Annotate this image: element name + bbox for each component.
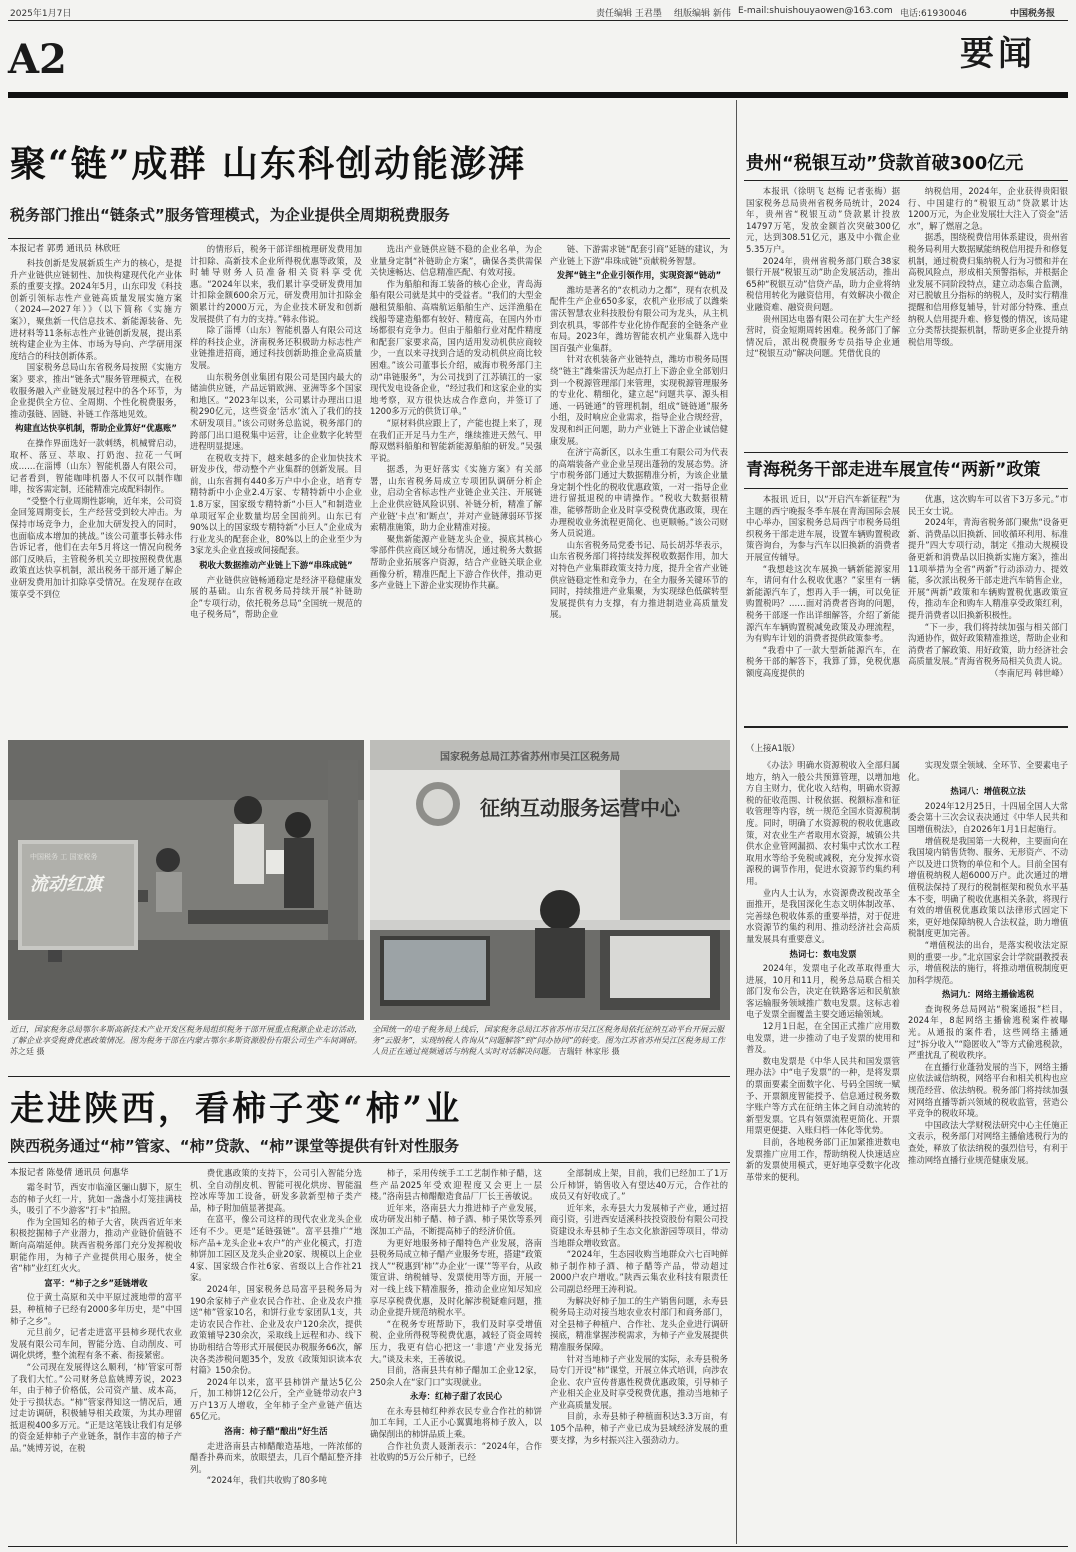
article2-column-3: 柿子，采用传统手工工艺制作柿子醋，这些产品2025年受欢迎程度又会更上一层楼。”洛南县古柿醋酿造食品厂厂长王善敏说。 近年来，洛南县大力推进柿子产业发展，成功研发出柿子醋、柿子酒、柿子果饮等系列深加工产品，不断提高柿子的经济价值。 为更好地服务柿子醋特色产业发展，洛南县税务局成立柿子醋产业服务专班，搭建“政策找人”“税惠到‘柿’”办企业‘一课’”等平台，从政策宣讲、纳税辅导、发票使用等方面，开展一对一线上线下精准服务，推动企业应知尽知应享尽享税费优惠，及时化解涉税疑难问题，推动企业提升规范纳税水平。 “在税务专班帮助下，我们及时享受增值税、企业所得税等税费优惠，减轻了资金周转压力，我更有信心把这一‘非遗’产业发扬光大。”谈及未来，王善敏说。 目前，洛南县共有柿子醋加工企业12家，250余人在“家门口”实现就业。 永寿：红柿子甜了农民心 在永寿县柿红种养农民专业合作社的柿饼加工车间，工人正小心翼翼地将柿子放入，以确保削出的柿饼品质上乘。 合作社负责人聂渐表示：“2024年，合作社收购的5万公斤柿子，已经 (370, 1168, 542, 1463)
service-center-sign: 征纳互动服务运营中心 (480, 796, 680, 820)
contact-phone: 电话:61930046 (900, 9, 967, 19)
article1-subtitle: 税务部门推出“链条式”服务管理模式，为企业提供全周期税费服务 (10, 206, 450, 224)
paper-name: 中国税务报 (1010, 9, 1056, 19)
article2-title: 走进陕西，看柿子变“柿”业 (10, 1089, 463, 1129)
service-center-photo-image (370, 740, 730, 1020)
article4-column-2: 优惠，这次购车可以省下3万多元。”市民王女士说。 2024年，青海省税务部门聚焦“设备更新、消费品以旧换新、回收循环利用、标准提升”四大专项行动，制定《推动大规模设备更新和消费品以旧换新实施方案》，推出11项举措为全省“两新”行动添动力、提效能，多次派出税务干部走进汽车销售企业，开展“两新”政策和车辆购置税优惠政策宣传，推动车企和购车人精准享受政策红利，提升消费者以旧换新积极性。 “下一步，我们将持续加强与相关部门沟通协作，做好政策精准推送，帮助企业和消费者了解政策、用好政策，助力经济社会高质量发展。”青海省税务局相关负责人说。 （李南尼玛 韩世峰） (908, 494, 1068, 678)
article1-byline: 本报记者 郭勇 通讯员 林欣旺 (10, 244, 121, 254)
photo-factory-visit (8, 740, 364, 1020)
article4-column-1: 本报讯 近日，以“开启汽车新征程”为主题的西宁晚报冬季车展在青海国际会展中心举办，国家税务总局西宁市税务局组织税务干部走进车展，设置车辆购置税政策咨询台，为参与汽车以旧换新的消费者开展宣传辅导。 “我想趁这次车展换一辆新能源家用车，请问有什么税收优惠？”家里有一辆新能源汽车了，想再入手一辆，可以免征购置税吗？……面对消费者咨询的问题，税务干部逐一作出详细解答，介绍了新能源汽车车辆购置税减免政策及办理流程，为有购车计划的消费者提供政策参考。 “我看中了一款大型新能源汽车，在税务干部的解答下，我算了算，免税优惠额度高度提供的 (746, 494, 900, 678)
article4-top-rule (744, 452, 1068, 453)
continued-from-label: （上接A1版） (746, 744, 800, 754)
photo-service-center (370, 740, 730, 1020)
article1-heading-2: 税收大数据推动产业链上下游“串珠成链” (199, 560, 353, 571)
footer-rule (8, 1546, 1068, 1547)
article1-rule (8, 238, 730, 239)
designer-credit: 组版编辑 新伟 (674, 9, 731, 19)
contact-email[interactable]: E-mail:shuishouyaowen@163.com (738, 6, 893, 16)
article1-column-1: 科技创新是发展新质生产力的核心，是提升产业链供应链韧性、加快构建现代化产业体系的重要支撑。2024年5月，山东印发《科技创新引领标志性产业链高质量发展实施方案（2024—2027年）》（以下简称《实施方案》），聚焦新一代信息技术、新能源装备、先进材料等11条标志性产业链创新发展，提出系统构建企业为主体、市场为导向、产学研用深度结合的科技创新体系。 国家税务总局山东省税务局按照《实施方案》要求，推出“链条式”服务管理模式，在税收服务融入产业链发展过程中的各个环节，为企业提供全方位、全周期、个性化税费服务，推动强链、固链、补链工作落地见效。 构建直达快享机制，帮助企业算好“优惠账” 在操作界面选好一款刺绣，机械臂启动，取杯、落豆、萃取、打奶泡、拉花一气呵成……在淄博（山东）智能机器人有限公司，记者看到，智能咖啡机器人不仅可以制作咖啡，按客需定制，还能精准完成配料制作。 “受整个行业周期性影响，近年来，公司资金回笼周期变长，生产经营受到较大冲击。为保持市场竞争力，企业加大研发投入的同时，也面临成本增加的挑战。”该公司董事长韩永伟告诉记者，他们在去年5月将这一情况向税务部门反映后，主管税务机关立即按照税费优惠政策直达快享机制，派出税务干部开通了解企业研发费用加计扣除享受情况。在发现存在政策享受不到位 (10, 258, 182, 599)
article2-heading-2: 洛南：柿子醋“酿出”好生活 (224, 1426, 328, 1437)
issue-date: 2025年1月7日 (10, 9, 72, 19)
article3-column-2: 纳税信用，2024年，企业获得贵阳银行、中国建行的“税银互动”贷款累计达1200万元，为企业发展壮大注入了资金“活水”，解了燃眉之急。 据悉，围绕税费信用体系建设，贵州省税务局利用大数据赋能纳税信用提升和修复机制，通过税费归集纳税人行为习惯和并在高税风险点，形成相关预警指标，并根据企业发展不同阶段特点，建立动态集合监测，对已脱敏且分指标的纳税人，及时实行精准提醒和信用修复辅导，针对部分特殊、重点纳税人信用提升难、修复慢的情况，该局建立分类帮扶提振机制，帮助更多企业提升纳税信用等级。 (908, 186, 1068, 347)
article5-top-rule (744, 726, 1068, 728)
editor-credit: 责任编辑 王君墨 (596, 9, 662, 19)
article3-title: 贵州“税银互动”贷款首破300亿元 (746, 153, 1024, 174)
photo2-credit: 吉瑞轩 林家彤 摄 (558, 1047, 620, 1056)
article3-column-1: 本报讯（徐明飞 赵梅 记者张梅）据国家税务总局贵州省税务局统计，2024年，贵州省“税银互动”贷款累计投放14797万笔，发放金额首次突破300亿元，达到308.51亿元，惠及中小微企业5.35万户。 2024年，贵州省税务部门联合38家银行开展“税银互动”助企发展活动，推出65种“税银互动”信贷产品，助力企业将纳税信用转化为融资信用，有效解决小微企业融资难、融资贵问题。 贵州国达电器有限公司在扩大生产经营时，资金短期周转困难。税务部门了解情况后，派出税费服务专员指导企业通过“税银互动”解决问题。凭借优良的 (746, 186, 900, 359)
article2-byline: 本报记者 陈曼倩 通讯员 何惠华 (10, 1168, 129, 1178)
article4-rule (744, 488, 1068, 489)
section-bar (8, 92, 1068, 98)
article1-heading-3: 发挥“链主”企业引领作用，实现资源“链动” (556, 270, 722, 281)
page-number: A2 (8, 36, 67, 83)
article1-title: 聚“链”成群 山东科创动能澎湃 (10, 143, 526, 185)
article2-column-1: 霜冬时节，西安市临潼区骊山脚下，原生态的柿子火红一片，犹如一盏盏小灯笼挂满枝头，吸引了不少游客“打卡”拍照。 作为全国知名的柿子大省，陕西省近年来积极挖掘柿子产业潜力，推动产业链价值链不断向高端延伸。陕西省税务部门充分发挥税收职能作用，为柿子产业提供用心服务，使全省“柿”业红红火火。 富平：“柿子之乡”延链增收 位于黄土高原和关中平原过渡地带的富平县，种植柿子已经有2000多年历史，是“中国柿子之乡”。 元旦前夕，记者走进富平县柿乡现代农业发展有限公司车间，智能分选、自动削皮、可调化烘烤，整个流程有条不紊、衔接紧密。 “公司现在发展得这么顺利，‘柿’管家可帮了我们大忙。”公司财务总监姚博芳说，2023年，由于柿子价格低，公司资产量、成本高，处于亏损状态。“柿”管家得知这一情况后，通过走访调研，积极辅导相关政策，为其办理留抵退税400多万元。“正是这笔钱让我们有足够的资金延伸柿子产业链条，制作丰富的柿子产品。”姚博芳说，在税 (10, 1182, 182, 1454)
banner-small-text: 中国税务 工 国家税务 (30, 853, 98, 861)
article5-heading-7: 热词七：数电发票 (789, 948, 857, 959)
section-name: 要闻 (960, 34, 1036, 74)
article2-column-2: 费优惠政策的支持下，公司引入智能分选机、全自动削皮机、智能可视化烘房、智能温控冰库等加工设备，研发多款新型柿子类产品，柿子附加值显著提高。 在富平，像公司这样的现代农业龙头企业还有不少。更是“延链强链”。富平县推广“地标产品+龙头企业+农户”的产业化模式，打造柿饼加工园区及龙头企业20家、规模以上企业4家、国家级合作社6家、省级以上合作社21家。 2024年，国家税务总局富平县税务局为190余家柿子产业农民合作社、企业及农户推送“柿”管家10名，和饼行业专家团队1支，共走访农民合作社、企业及农户120余次，提供政策辅导230余次，采取线上远程和办、线下协助相结合等形式开展便民办税服务66次，解决各类涉税问题35个，发放《政策知识读本农村篇》150余份。 2024年以来，富平县柿饼产量达5亿公斤，加工柿饼12亿公斤，全产业链带动农户3万户13万人增收，全年柿子全产业链产值达65亿元。 洛南：柿子醋“酿出”好生活 走进洛南县古柿醋酿造基地，一阵浓郁的醋香扑鼻而来，放眼望去，几百个醋缸整齐排列。 “2024年，我们共收购了80多吨 (190, 1168, 362, 1486)
article5-column-2: 实现发票全领域、全环节、全要素电子化。 热词八：增值税立法 2024年12月25日，十四届全国人大常委会第十三次会议表决通过《中华人民共和国增值税法》，自2026年1月1日起施行。 增值税是我国第一大税种，主要面向在我国境内销售货物、服务、无形资产、不动产以及进口货物的单位和个人。目前全国有增值税纳税人超6000万户。此次通过的增值税法保持了现行的税制框架和税负水平基本不变，明确了税收优惠相关条款，将现行有效的增值税优惠政策以法律形式固定下来，更好地保障纳税人合法权益，助力增值税制度更加完善。 “增值税法的出台，是落实税收法定原则的重要一步。”北京国家会计学院副教授表示，增值税法的施行，将推动增值税制度更加科学规范。 热词九：网络主播偷逃税 查询税务总局网站“税案通报”栏目，2024年，8起网络主播偷逃税案件被曝光。从通报的案件看，这些网络主播通过“拆分收入”“隐匿收入”等方式偷逃税款，严重扰乱了税收秩序。 在直播行业蓬勃发展的当下，网络主播应依法诚信纳税，网络平台和相关机构也应规范经营、依法纳税。税务部门将持续加强对网络直播等新兴领域的税收监管，营造公平竞争的税收环境。 中国政法大学财税法研究中心主任施正文表示，税务部门对网络主播偷逃税行为的查处，释放了依法纳税的强烈信号，有利于推动网络直播行业规范健康发展。 (908, 760, 1068, 1165)
column-divider (736, 100, 737, 1544)
article2-heading-1: 富平：“柿子之乡”延链增收 (44, 1277, 148, 1288)
article2-subtitle: 陕西税务通过“柿”管家、“柿”贷款、“柿”课堂等提供有针对性服务 (10, 1137, 460, 1155)
article1-column-4: 链、下游需求链“配套引商”延链的建议，为产业链上下游“串珠成链”贡献税务智慧。 发挥“链主”企业引领作用，实现资源“链动” 潍坊是著名的“农机动力之都”，现有农机及配件生产企业650多家，农机产业形成了以潍柴雷沃智慧农业科技股份有限公司为龙头，从主机到农机具，零部件专业化协作配套的全链条产业布局。2023年，潍坊智能农机产业集群入选中国百强产业集群。 针对农机装备产业链特点，潍坊市税务局围绕“链主”潍柴雷沃为起点打上下游企业全部划归到一个税源管理部门来管理，实现税源管理服务的专业化、精细化，建立起“问题共享、源头相通、一码链通”的管理机制，组成“链链通”服务小组，及时响应企业需求，指导企业合规经营，发现和纠正问题，助力产业链上下游企业诚信健康发展。 在济宁高新区，以永生重工有限公司为代表的高端装备产业企业呈现出蓬勃的发展态势。济宁市税务部门通过大数据精准分析，为该企业量身定制个性化的税收优惠政策，一对一指导企业进行留抵退税的申请操作。“税收大数据很精准，能够帮助企业及时享受税费优惠政策，现在办理税收业务流程更简化、也更顺畅。”该公司财务人员说道。 山东省税务局党委书记、局长胡苏华表示，山东省税务部门将持续发挥税收数据作用，加大对特色产业集群政策支持力度，提升全省产业链供应链稳定性和竞争力，在全力服务关键环节的同时，持续推进产业集聚，为实现绿色低碳转型发展提供有力支撑，有力推进制造业高质量发展。 (550, 244, 728, 620)
header-rule (8, 20, 1068, 21)
photo2-caption: 全国统一的电子税务局上线后，国家税务总局江苏省苏州市吴江区税务局依托征纳互动平台开展云服务“云服务”，实现纳税人咨询从“问题解答”到“问办协同”的转变。图为江苏省苏州吴江区税务局工作人员正在通过视频通话与纳税人实时对话解决问题。 吉瑞轩 林家彤 摄 (372, 1025, 725, 1056)
article2-top-rule (8, 1076, 730, 1077)
article5-heading-8: 热词八：增值税立法 (950, 786, 1026, 797)
article5-heading-9: 热词九：网络主播偷逃税 (941, 989, 1035, 1000)
banner-title-text: 流动红旗 (30, 874, 102, 895)
article2-column-4: 全部制成上架，目前，我们已经加工了1万公斤柿饼，销售收入有望达40万元，合作社的成员又有好收成了。” 近年来，永寿县大力发展柿子产业，通过招商引资，引进西安适溪科技投资股份有限公司投资建设永寿县柿子生态文化旅游园等项目，带动当地群众增收致富。 “2024年，生态园收购当地群众六七百吨鲜柿子制作柿子酒、柿子醋等产品，带动超过2000户农户增收。”陕西云集农业科技有限责任公司副总经理王涛利说。 为解决好柿子加工的生产销售问题，永寿县税务局主动对接当地农业农村部门和商务部门，对全县柿子种植户、合作社、龙头企业进行调研摸底，精准掌握涉税需求，为柿子产业发展提供精准服务保障。 针对当地柿子产业发展的实际，永寿县税务局专门开设“柿”课堂，开展立体式培训，向涉农企业、农户宣传普惠性税费优惠政策，引导柿子产业相关企业及时享受税费优惠，推动当地柿子产业高质量发展。 目前，永寿县柿子种植面积达3.3万亩，有105个品种，柿子产业已成为县域经济发展的重要支撑，为乡村振兴注入强劲动力。 (550, 1168, 728, 1445)
article1-column-2: 的情形后，税务干部详细梳理研发费用加计扣除、高新技术企业所得税优惠等政策，及时辅导财务人员准备相关资料享受优惠。“2024年以来，我们累计享受研发费用加计扣除金额600余万元，研发费用加计扣除金额累计约2000万元，为企业技术研发和创新发展提供了有力的支持。”韩永伟说。 除了淄博（山东）智能机器人有限公司这样的科技企业，济南税务还积极助力标志性产业链推进招商，通过科技创新助推企业高质量发展。 山东税务创业集团有限公司是国内最大的储油供应链，产品远销欧洲、亚洲等多个国家和地区。“2023年以来，公司累计办理出口退税290亿元，这些资金‘活水’流入了我们的技术研发项目。”该公司财务总监说，税务部门的跨部门出口退税集中运营，让企业数字化转型进程明显提速。 在税收支持下，越来越多的企业加快技术研发步伐，带动整个产业集群的创新发展。目前，山东省拥有440多万户中小企业，培育专精特新中小企业2.4万家、专精特新中小企业1.8万家，国家级专精特新“小巨人”和制造业单项冠军企业数量均居全国前列。山东已有90%以上的国家级专精特新“小巨人”企业成为行业龙头的配套企业，80%以上的企业至少为3家龙头企业直接或间接配套。 税收大数据推动产业链上下游“串珠成链” 产业链供应链畅通稳定是经济平稳健康发展的基础。山东省税务局持续开展“补链助企”专项行动，依托税务总局“全国统一规范的电子税务局”，帮助企业 (190, 244, 362, 620)
article1-column-3: 选出产业链供应链不稳的企业名单，为企业量身定制“补链助企方案”，确保各类供需保关快速畅达、信息精准匹配、有效对接。 作为船舶和海工装备的核心企业，青岛海船有限公司就是其中的受益者。“我们的大型金融租赁船舶、高端航运船舶生产、远洋渔船在线船等建造船都有较好、精度高，在国内外市场都很有竞争力。但由于船舶行业对配件精度和配套厂家要求高，国内适用发动机供应商较少，一直以来寻找到合适的发动机供应商比较困难。”该公司董事长介绍，威海市税务部门主动“串链服务”，为公司找到了江苏镇江的一家现代发电设备企业，“经过我们和这家企业的实地考察，双方很快达成合作意向，并签订了1200多万元的供货订单。” “原材料供应跟上了，产能也提上来了，现在我们正开足马力生产，继续推进天然气、甲醇双燃料船舶和智能新能源船舶的研发。”吴强平说。 据悉，为更好落实《实施方案》有关部署，山东省税务局成立专项团队调研分析企业，启动全省标志性产业链企业关注、开展链上企业供应链风险识别、补链分析，精准了解产业链‘卡点’和‘断点’，并对产业链薄弱环节探索精准施策，助力企业精准对接。 聚焦新能源产业链龙头企业，摸底其核心零部件供应商区域分布情况，通过税务大数据帮助企业拓展客户资源，结合产业链关联企业画像分析，精准匹配上下游合作伙伴，推动更多产业链上下游企业实现协作共赢。 (370, 244, 542, 591)
article5-column-1: 《办法》明确水资源税收入全部归属地方，纳入一般公共预算管理，以增加地方自主财力，优化收入结构，明确水资源税的征收范围、计税依据、税额标准和征收管理等内容，统一规范全国水资源税制度。同时，明确了水资源税的税收优惠政策，对农业生产者取用水资源，城镇公共供水企业管网漏损、农村集中式饮水工程取用水等给予免税或减税，充分发挥水资源税的调节作用，促进水资源节约集约利用。 业内人士认为，水资源费改税改革全面推开，是我国深化生态文明体制改革、完善绿色税收体系的重要举措，对于促进水资源节约集约利用、推动经济社会高质量发展具有重要意义。 热词七：数电发票 2024年，发票电子化改革取得重大进展，10月和11月，税务总局联合相关部门发布公告，决定在铁路客运和民航旅客运输服务领域推广数电发票。这标志着电子发票全面覆盖主要交通运输领域。 12月1日起，在全国正式推广应用数电发票，进一步推动了电子发票的使用和普及。 数电发票是《中华人民共和国发票管理办法》中“电子发票”的一种，是将发票的票面要素全面数字化、号码全国统一赋予、开票额度智能授予、信息通过税务数字账户等方式在征纳主体之间自动流转的新型发票。它具有领票流程更简化、开票用票更便捷、入账归档一体化等优势。 目前，各地税务部门正加紧推进数电发票推广应用工作，帮助纳税人快速适应新的发票使用模式，更好地享受数字化改革带来的便利。 (746, 760, 900, 1182)
photo1-caption: 近日，国家税务总局鄂尔多斯高新技术产业开发区税务局组织税务干部开展重点税源企业走访活动，了解企业享受税费优惠政策情况。图为税务干部在内蒙古鄂尔多斯资源股份有限公司生产车间调研。 苏之廷 摄 (10, 1025, 362, 1056)
wall-title: 国家税务总局江苏省苏州市吴江区税务局 (440, 752, 620, 763)
photo1-credit: 苏之廷 摄 (10, 1047, 45, 1056)
article3-rule (744, 180, 1068, 181)
article2-heading-3: 永寿：红柿子甜了农民心 (409, 1391, 503, 1402)
article1-heading-1: 构建直达快享机制，帮助企业算好“优惠账” (15, 423, 177, 434)
article2-rule (8, 1162, 730, 1163)
article4-title: 青海税务干部走进车展宣传“两新”政策 (746, 460, 1041, 480)
